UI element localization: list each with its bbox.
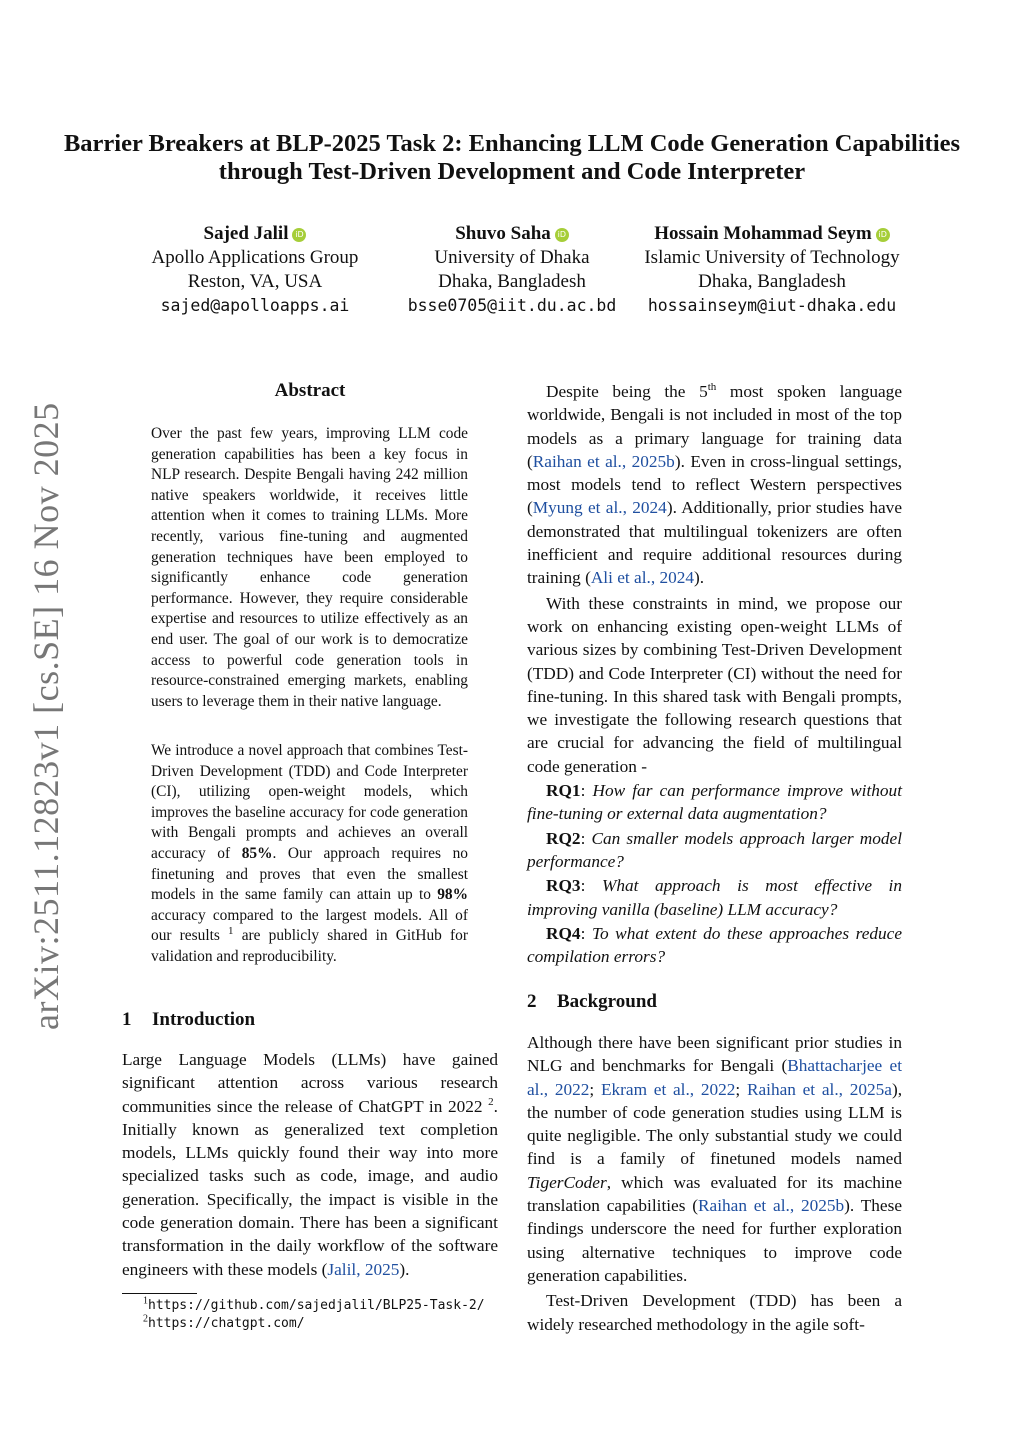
author-name: Hossain Mohammad Seym [654,223,872,244]
right-column [527,380,902,968]
footnote-divider [122,1293,197,1294]
accuracy-85: 85% [241,844,273,862]
footnote-marker[interactable]: 2 [488,1095,494,1108]
rq-4: RQ4: To what extent do these approaches reduce compilation errors? [527,923,903,967]
rq-3: RQ3: What approach is most effective in improving vanilla (baseline) LLM accuracy? [527,876,902,919]
background-column [527,1031,902,1336]
orcid-icon[interactable]: iD [292,228,306,242]
text-run: accuracy compared to the largest models. All of our results [151,906,468,945]
author-affiliation: Islamic University of Technology [644,247,900,268]
text-run: Despite being the 5 [546,382,708,401]
text-run: ), the number of code generation studies using LLM is quite negligible. The only substantial study we could find is a family of finetuned models named [527,1079,903,1169]
abstract-text-2 [151,741,468,968]
text-run: ). These findings underscore the need for further exploration using alternative techniques to improve code generation capabilities. [527,1196,902,1285]
model-name: TigerCoder [527,1172,607,1192]
author-email[interactable]: sajed@apolloapps.ai [160,296,350,315]
abstract-paragraph-2 [151,741,468,968]
citation-link[interactable]: Bhattacharjee et al., 2022 [527,1056,902,1099]
footnote-2 [143,1315,305,1333]
section-heading-introduction [122,1009,255,1031]
background-paragraph [527,1031,902,1287]
text-run: , which was evaluated for its machine translation capabilities ( [527,1172,902,1216]
text-run: ; [589,1079,601,1099]
rq-label: RQ1 [546,781,581,801]
text-run: . Initially known as generalized text completion models, LLMs quickly found their way into more specialized tasks such as code, image, and audio generation. Specifically, the impact is visible in the code generation domain. There has been a significant transformation in the daily workflow of the software engineers with these models ( [122,1096,498,1279]
footnote-url[interactable]: https://chatgpt.com/ [148,1316,305,1331]
author-location: Reston, VA, USA [187,271,323,292]
orcid-icon[interactable]: iD [876,228,890,242]
author-block-1 [115,222,395,318]
citation-link[interactable]: Raihan et al., 2025a [746,1079,892,1099]
author-affiliation: University of Dhaka [434,247,590,268]
author-affiliation: Apollo Applications Group [151,247,359,268]
footnote-mark: 1 [143,1295,148,1307]
rq-2: RQ2: Can smaller models approach larger model performance? [527,828,902,871]
text-run: ). Even in cross-lingual settings, most models tend to reflect Western perspectives ( [527,451,902,518]
text-run: . Our approach requires no finetuning and proves that even the smallest models in the same family can attain up to [151,844,468,904]
author-block-3 [622,222,922,318]
author-location: Dhaka, Bangladesh [438,271,586,292]
rq-text: How far can performance improve without fine-tuning or external data augmentation? [527,781,902,824]
author-name: Sajed Jalil [203,223,289,244]
orcid-icon[interactable]: iD [555,228,569,242]
text-run: are publicly shared in GitHub for validation and reproducibility. [151,927,468,965]
abstract-text: Over the past few years, improving LLM code generation capabilities has been a key focus in NLP research. Despite Bengali having 242 million native speakers worldwide, it receives little attention when it comes to training LLMs. More recently, various fine-tuning and augmented generation techniques have been employed to significantly enhance code generation performance. However, they require considerable expertise and resources to utilize effectively as an end user. The goal of our work is to democratize access to powerful code generation tools in resource-constrained emerging markets, enabling users to leverage them in their native language. [151,425,468,710]
section-number: 2 [527,991,537,1012]
paper-title: Barrier Breakers at BLP-2025 Task 2: Enhancing LLM Code Generation Capabilities through Test-Driven Development and Code Interpreter [63,130,961,185]
rq-text: Can smaller models approach larger model performance? [527,828,902,871]
text-run: Although there have been significant prior studies in NLG and benchmarks for Bengali ( [527,1033,902,1076]
footnote-marker[interactable]: 1 [228,925,234,938]
footnote-mark: 2 [143,1313,148,1325]
rq-label: RQ2 [546,828,581,848]
author-block-2 [392,222,632,318]
text-run: ). [399,1259,410,1279]
citation-link[interactable]: Jalil, 2025 [327,1259,400,1279]
section-heading-background [527,991,657,1013]
citation-link[interactable]: Ali et al., 2024 [590,568,695,588]
right-paragraph-2: With these constraints in mind, we propose our work on enhancing existing open-weight LLMs of various sizes by combining Test-Driven Development (TDD) and Code Interpreter (CI) without the need for fine-tuning. In this shared task with Bengali prompts, we investigate the following research questions that are crucial for advancing the field of multilingual code generation - [527,593,902,776]
arxiv-stamp: arXiv:2511.12823v1 [cs.SE] 16 Nov 2025 [26,402,66,1030]
citation-link[interactable]: Ekram et al., 2022 [600,1079,736,1099]
section-title: Background [557,991,657,1012]
right-paragraph-1 [527,380,902,590]
text-run: We introduce a novel approach that combines Test-Driven Development (TDD) and Code Interpreter (CI), utilizing open-weight models, which improves the baseline accuracy for code generation with Bengali prompts and achieves an overall accuracy of [151,742,468,862]
text-run: ). [694,568,705,588]
rq-1: RQ1: How far can performance improve without fine-tuning or external data augmentation? [527,781,902,824]
text-run: Large Language Models (LLMs) have gained significant attention across various research communities since the release of ChatGPT in 2022 [122,1050,498,1116]
ordinal-suffix: th [707,381,717,394]
rq-text: What approach is most effective in improving vanilla (baseline) LLM accuracy? [527,876,902,919]
citation-link[interactable]: Myung et al., 2024 [532,498,667,518]
rq-text: To what extent do these approaches reduce compilation errors? [527,923,903,967]
text-run: most spoken language worldwide, Bengali is not included in most of the top models as a primary language for training data ( [527,382,902,471]
accuracy-98: 98% [437,886,468,904]
intro-paragraph [122,1048,498,1281]
rq-label: RQ3 [546,876,581,896]
author-email[interactable]: bsse0705@iit.du.ac.bd [407,296,617,315]
citation-link[interactable]: Raihan et al., 2025b [698,1196,845,1216]
author-location: Dhaka, Bangladesh [698,271,846,292]
abstract-heading: Abstract [274,380,346,401]
abstract-paragraph-1 [151,424,468,712]
author-email[interactable]: hossainseym@iut-dhaka.edu [647,296,897,315]
rq-label: RQ4 [546,923,581,943]
citation-link[interactable]: Raihan et al., 2025b [532,451,675,471]
tdd-paragraph: Test-Driven Development (TDD) has been a widely researched methodology in the agile soft- [527,1291,902,1334]
section-number: 1 [122,1009,132,1030]
text-run: ; [735,1079,747,1099]
section-title: Introduction [152,1009,256,1030]
footnote-url[interactable]: https://github.com/sajedjalil/BLP25-Task-2/ [148,1298,485,1313]
text-run: ). Additionally, prior studies have demonstrated that multilingual tokenizers are often inefficient and require additional resources during training ( [527,498,902,588]
author-name: Shuvo Saha [455,223,551,244]
footnote-1 [143,1297,485,1315]
